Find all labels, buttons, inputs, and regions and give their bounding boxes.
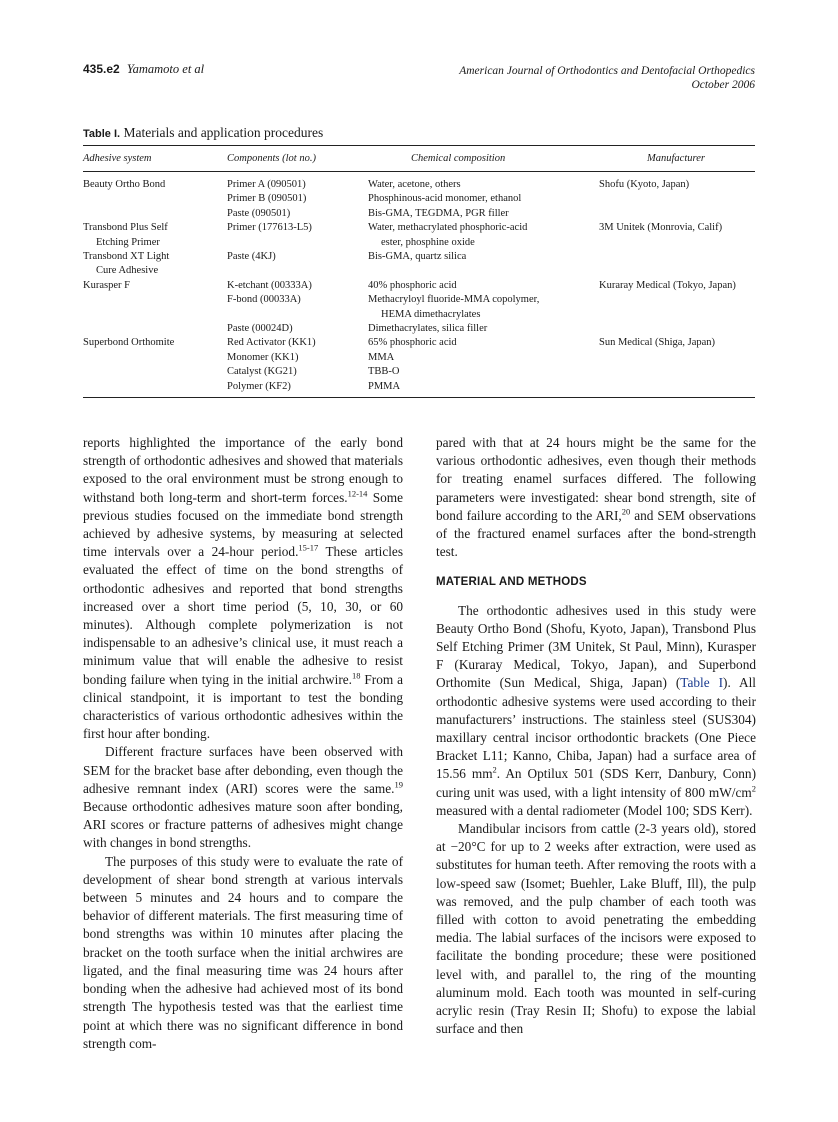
text-run: . An Optilux 501 (SDS Kerr, Danbury, Conn) curing unit was used, with a light intensity of 800 mW/cm (436, 766, 756, 800)
table-top-rule (83, 145, 755, 146)
cell-comp-beauty-3: Paste (090501) (227, 207, 291, 219)
text-run: reports highlighted the importance of the early bond strength of orthodontic adhesives and showed that materials exposed to the oral environment must be strong enough to withstand both long-term and short-term forces. (83, 435, 403, 505)
reference-citation: 12-14 (347, 488, 368, 499)
text-run: pared with that at 24 hours might be the same for the various orthodontic adhesives, even though their methods for treating enamel surfaces differed. The following parameters were investigated: shear bond strength, site of bond failure according to the ARI, (436, 435, 756, 523)
page-number: 435.e2 (83, 62, 120, 76)
body-column-right (436, 434, 756, 1039)
cell-comp-beauty-1: Primer A (090501) (227, 179, 306, 190)
paragraph-adhesives-used (436, 602, 756, 820)
cell-comp-transbond-xt: Paste (4KJ) (227, 251, 276, 262)
cell-chem-transbond-xt: Bis-GMA, quartz silica (368, 251, 467, 262)
cell-chem-superbond-4: PMMA (368, 380, 401, 392)
reference-citation: 20 (621, 506, 631, 517)
text-run: and SEM observations of the fractured enamel surfaces after the bond-strength test. (436, 507, 756, 560)
cell-chem-beauty-2: Phosphinous-acid monomer, ethanol (368, 193, 522, 205)
cell-chem-kurasper-2a: Methacryloyl fluoride-MMA copolymer, (368, 294, 540, 306)
running-header-right (395, 64, 755, 92)
cell-chem-beauty-1: Water, acetone, others (368, 179, 461, 190)
text-run: These articles evaluated the effect of time on the bond strengths of orthodontic adhesives and reported that bond strengths increased over a short time period (5, 10, 30, or 60 minutes). Although complete polymerization is not indispensable to an adhesive’s clinical use, it must reach a minimum value that will enable the adhesive to resist bonding failure when tying in the initial archwire. (83, 544, 403, 687)
cell-mfr-beauty: Shofu (Kyoto, Japan) (599, 179, 690, 190)
table-header-rule (83, 171, 755, 172)
paragraph-purposes: The purposes of this study were to evaluate the rate of development of shear bond strength at various intervals between 5 minutes and 24 hours and to compare the behavior of different materials. The first measuring time of bond strengths was within 10 minutes after placing the bracket on the tooth surface when the initial archwires are ligated, and the final measuring time was 24 hours after bonding when the adhesive had achieved most of its bond strength The hypothesis tested was that the earliest time point at which there was no significant difference in bond strength com- (83, 853, 403, 1051)
header-chemical-composition: Chemical composition (411, 153, 506, 164)
header-components: Components (lot no.) (227, 153, 316, 164)
cell-system-kurasper: Kurasper F (83, 279, 130, 291)
paragraph-intro-continued (83, 434, 403, 743)
header-adhesive-system: Adhesive system (83, 153, 152, 164)
cell-chem-kurasper-2b: HEMA dimethacrylates (381, 308, 481, 320)
cell-mfr-superbond: Sun Medical (Shiga, Japan) (599, 337, 716, 349)
text-run: Different fracture surfaces have been observed with SEM for the bracket base after debonding, even though the adhesive remnant index (ARI) scores were the same. (83, 744, 403, 796)
cell-comp-beauty-2: Primer B (090501) (227, 193, 307, 205)
text-run: Some previous studies focused on the immediate bond strength achieved by adhesive systems, by measuring at selected time intervals over a 24-hour period. (83, 489, 403, 560)
reference-citation: 18 (352, 670, 361, 681)
section-heading-methods: MATERIAL AND METHODS (436, 576, 587, 589)
paragraph-fracture-surfaces (83, 743, 403, 852)
cell-comp-kurasper-1: K-etchant (00333A) (227, 279, 312, 291)
cell-chem-kurasper-3: Dimethacrylates, silica filler (368, 323, 488, 334)
cell-system-transbond-xt-1: Transbond XT Light (83, 251, 170, 262)
journal-name: American Journal of Orthodontics and Dentofacial Orthopedics (459, 65, 755, 77)
text-run: ). All orthodontic adhesive systems were used according to their manufacturers’ instructions. The stainless steel (SUS304) maxillary central incisor orthodontic brackets (One Piece Bracket L11; Kanno, Chiba, Japan) had a surface area of 15.56 mm (436, 675, 756, 782)
cell-comp-superbond-4: Polymer (KF2) (227, 380, 291, 392)
cell-mfr-kurasper: Kuraray Medical (Tokyo, Japan) (599, 279, 736, 291)
text-run: measured with a dental radiometer (Model 100; SDS Kerr). (436, 802, 753, 818)
cell-chem-beauty-3: Bis-GMA, TEGDMA, PGR filler (368, 207, 509, 219)
body-column-left (83, 434, 403, 1053)
cell-chem-superbond-2: MMA (368, 351, 395, 363)
cell-comp-transbond-sep: Primer (177613-L5) (227, 222, 312, 234)
cell-chem-transbond-sep-2: ester, phosphine oxide (381, 236, 475, 248)
superscript-squared: 2 (492, 765, 497, 776)
cell-comp-kurasper-2: F-bond (00033A) (227, 294, 301, 306)
header-manufacturer: Manufacturer (647, 153, 705, 164)
cell-chem-transbond-sep-1: Water, methacrylated phosphoric-acid (368, 222, 528, 234)
text-run: The orthodontic adhesives used in this study were Beauty Ortho Bond (Shofu, Kyoto, Japan), Transbond Plus Self Etching Primer (3M Unitek, St Paul, Minn), Kurasper F (Kuraray Medical, Tokyo, Japan), and Superbond Orthomite (Sun Medical, Shiga, Japan) ( (436, 602, 756, 691)
cell-system-beauty: Beauty Ortho Bond (83, 179, 166, 190)
cell-comp-superbond-3: Catalyst (KG21) (227, 366, 297, 378)
cell-comp-superbond-1: Red Activator (KK1) (227, 337, 316, 349)
issue-date: October 2006 (691, 79, 755, 91)
text-run: Because orthodontic adhesives mature soon after bonding, ARI scores or fracture patterns of adhesives might change with changes in bond strengths. (83, 799, 403, 851)
paragraph-specimen-prep: Mandibular incisors from cattle (2-3 years old), stored at −20°C for up to 2 weeks after extraction, were used as substitutes for human teeth. After removing the roots with a low-speed saw (Isomet; Buehler, Lake Bluff, Ill), the pulp was removed, and the pulp chamber of each tooth was filled with cotton to avoid penetrating the embedding media. The labial surfaces of the incisors were exposed to facilitate the bonding procedure; these were positioned level with, and parallel to, the ring of the mounting aluminum mold. Each tooth was mounted in self-curing acrylic resin (Tray Resin II; Shofu) to expose the labial surface and then (436, 821, 756, 1037)
table-caption (83, 125, 323, 141)
text-run: From a clinical standpoint, it is important to test the bonding characteristics of various orthodontic adhesives within the first hour after bonding. (83, 671, 403, 742)
cell-mfr-transbond: 3M Unitek (Monrovia, Calif) (599, 222, 723, 234)
table-label: Table I. (83, 128, 121, 140)
superscript-squared: 2 (751, 783, 756, 794)
reference-citation: 19 (394, 779, 403, 790)
cell-system-transbond-xt-2: Cure Adhesive (96, 265, 159, 277)
cell-system-transbond-sep-1: Transbond Plus Self (83, 222, 168, 234)
reference-citation: 15-17 (298, 542, 319, 553)
table-reference-link[interactable]: Table I (680, 675, 724, 691)
cell-system-transbond-sep-2: Etching Primer (96, 236, 160, 248)
running-header-left (83, 62, 204, 77)
running-authors: Yamamoto et al (126, 62, 205, 76)
cell-chem-kurasper-1: 40% phosphoric acid (368, 279, 457, 291)
table-bottom-rule (83, 397, 755, 398)
cell-system-superbond: Superbond Orthomite (83, 337, 175, 349)
cell-comp-kurasper-3: Paste (00024D) (227, 323, 293, 334)
cell-chem-superbond-1: 65% phosphoric acid (368, 337, 457, 349)
table-title: Materials and application procedures (123, 125, 324, 140)
paragraph-hypothesis-continued (436, 434, 756, 561)
cell-comp-superbond-2: Monomer (KK1) (227, 351, 299, 363)
cell-chem-superbond-3: TBB-O (368, 366, 400, 378)
